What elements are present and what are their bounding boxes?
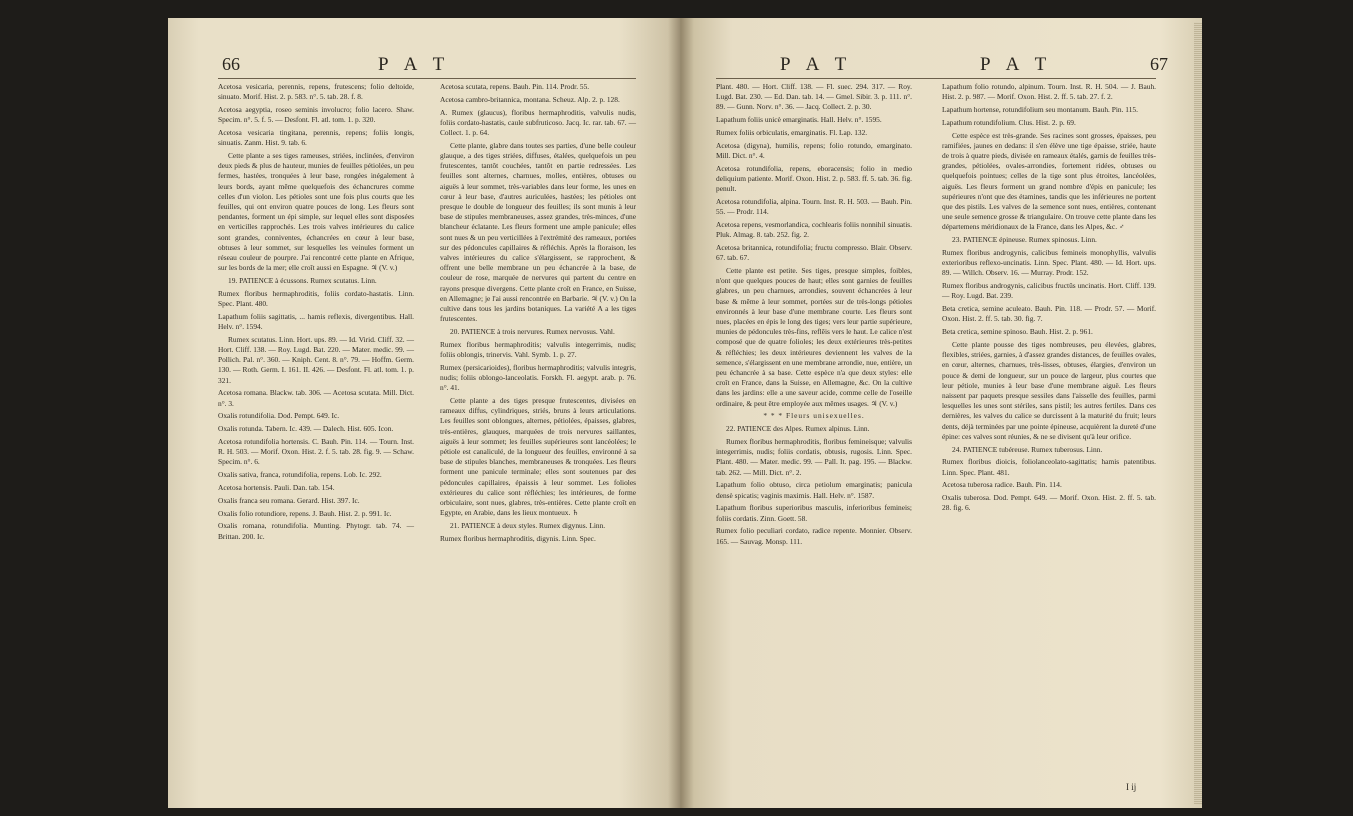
page-edges xyxy=(1194,22,1202,804)
text-paragraph: Rumex floribus hermaphroditis; valvulis integerrimis, nudis; foliis oblongis, trinervis. Vahl. Symb. 1. p. 27. xyxy=(440,339,636,360)
text-paragraph: Oxalis rotundifolia. Dod. Pempt. 649. Ic. xyxy=(218,411,340,421)
text-paragraph: Oxalis sativa, franca, rotundifolia, repens. Lob. Ic. 292. xyxy=(218,470,382,480)
text-paragraph: Lapathum hortense, rotundifolium seu montanum. Bauh. Pin. 115. xyxy=(942,105,1138,114)
text-paragraph: Cette plante, glabre dans toutes ses parties, d'une belle couleur glauque, a des tiges striées, diffuses, étalées, quelquefois un peu frutescentes, tantôt couchées, tantôt en partie redressées. Les feuilles sont alternes, charnues, molles, entières, obtuses ou aiguës à leur sommet, très-variables dans leur forme, les unes en cœur à leur base, d'autres auriculées, hastées; les pétioles ont presque le double de longueur des feuilles; ils sont munis à leur base de stipules membraneuses, assez grandes, très-minces, d'une blancheur éclatante. Les fleurs forment une ample panicule; elles sont nues & un peu verticillées à l'extrémité des rameaux, portées sur des pédoncules capillaires & réfléchis. Après la floraison, les valves intérieures du calice s'élargissent, se rapprochent, & offrent une belle membrane un peu échancrée à la base, de couleur de rose, marquée de nervures qui partent du centre en rayons presque divergens. Cette plante croît en France, en Suisse, en Allemagne; je l'ai aussi rencontrée en Barbarie. ♃ (V. v.) On la cultive dans tous les jardins botaniques. La variété A a les tiges frutescentes. xyxy=(440,140,636,324)
text-paragraph: A. Rumex (glaucus), floribus hermaphroditis, valvulis nudis, foliis cordato-hastatis, caule subfruticoso. Jacq. Ic. rar. tab. 67. — Collect. 1. p. 64. xyxy=(440,107,636,137)
book-gutter xyxy=(668,18,694,808)
text-paragraph: Cette plante a ses tiges rameuses, striées, inclinées, d'environ deux pieds & plus de hauteur, munies de feuilles pétiolées, un peu fermes, hastées, tronquées à leur base, rongées inégalement à leurs bords, ayant même quelquefois des échancrures comme celles d'un violon. Les pétioles sont une fois plus courts que les feuilles, qui ont environ quatre pouces de long. Les fleurs sont pendantes, forment un épi simple, sur lequel elles sont disposées en verticilles rapprochés. Les trois valves intérieures du calice sont grandes, conniventes, échancrées en cœur à leur base, obtuses à leur sommet, sur lesquelles les veinules forment un réseau couleur de pourpre. J'ai rencontré cette plante en Afrique, sur les bords de la mer; elle croît aussi en Espagne. ♃ (V. v.) xyxy=(218,151,414,273)
text-paragraph: Acetosa britannica, rotundifolia; fructu compresso. Blair. Observ. 67. tab. 67. xyxy=(716,243,912,263)
text-paragraph: 21. PATIENCE à deux styles. Rumex digynus. Linn. xyxy=(450,521,606,531)
text-paragraph: Cette plante pousse des tiges nombreuses, peu élevées, glabres, flexibles, striées, garnies, à d'assez grandes distances, de feuilles ovales, en cœur, alternes, charnues, très-lisses, obtuses, élargies, d'environ un pouce & demi de longueur, sur un pouce de largeur, plus courtes que leur pétiole, munies à leur base d'une membrane aiguë. Les fleurs naissent par paquets presque sessiles dans l'aisselle des feuilles, parmi lesquelles les unes sont stériles, sans pistil; les autres fertiles. Dans ces dernières, les valves du calice se durcissent à la maturité du fruit; leurs dents, déjà terminées par une pointe épineuse, acquièrent la dureté d'une épine: ces valves sont réunies, & ne se divisent qu'à leur orifice. xyxy=(942,340,1156,441)
running-head: P A T xyxy=(780,54,853,75)
text-paragraph: Rumex floribus androgynis, calicibus fructûs uncinatis. Hort. Cliff. 139. — Roy. Lugd. Bat. 239. xyxy=(942,281,1156,301)
text-paragraph: * * * Fleurs unisexuelles. xyxy=(763,411,865,421)
text-paragraph: 20. PATIENCE à trois nervures. Rumex nervosus. Vahl. xyxy=(450,327,615,337)
text-paragraph: Rumex floribus dioicis, foliolanceolato-sagittatis; hamis patentibus. Linn. Spec. Plant. 481. xyxy=(942,457,1156,477)
text-paragraph: Acetosa vesicaria, perennis, repens, frutescens; folio deltoide, sinuato. Morif. Hist. 2. p. 583. n°. 5. tab. 28. f. 8. xyxy=(218,82,414,102)
text-paragraph: Acetosa tuberosa radice. Bauh. Pin. 114. xyxy=(942,480,1062,490)
text-paragraph: Plant. 480. — Hort. Cliff. 138. — Fl. suec. 294. 317. — Roy. Lugd. Bat. 230. — Ed. Dan. tab. 14. — Gmel. Sibir. 3. p. 111. n°. 89. — Gunn. Norv. n°. 36. — Jacq. Collect. 2. p. 30. xyxy=(716,82,912,112)
text-paragraph: Oxalis tuberosa. Dod. Pempt. 649. — Morif. Oxon. Hist. 2. ff. 5. tab. 28. fig. 6. xyxy=(942,493,1156,513)
text-paragraph: Rumex (persicarioides), floribus hermaphroditis; valvulis integris, nudis; foliis oblongo-lanceolatis. Forskh. Fl. aegypt. arab. p. 76. n°. 41. xyxy=(440,362,636,393)
text-paragraph: Cette espèce est très-grande. Ses racines sont grosses, épaisses, peu ramifiées, jaunes en dedans: il s'en élève une tige épaisse, striée, haute de trois à quatre pieds, divisée en rameaux étalés, garnis de feuilles très-grandes, pétiolées, ovales-arrondies, fortement ridées, obtuses ou quelquefois pointues; celles de la tige sont plus étroites, lancéolées, aiguës. Les fleurs forment un grand nombre d'épis en panicule; les supérieures n'ont que des étamines, tandis que les inférieures ne portent que des pistils. Les valves de la semence sont nues, entières, contenant une seule semence grosse & triangulaire. On trouve cette plante dans les départemens méridionaux de la France, dans les Alpes, &c. ♂ xyxy=(942,130,1156,232)
text-paragraph: Acetosa repens, vesmorlandica, cochlearis foliis nonnihil sinuatis. Pluk. Almag. 8. tab. 252. fig. 2. xyxy=(716,220,912,240)
text-paragraph: Rumex foliis orbiculatis, emarginatis. Fl. Lap. 132. xyxy=(716,128,868,137)
text-paragraph: Acetosa rotundifolia, alpina. Tourn. Inst. R. H. 503. — Bauh. Pin. 55. — Prodr. 114. xyxy=(716,197,912,217)
text-paragraph: Lapathum foliis sagittatis, ... hamis reflexis, divergentibus. Hall. Helv. n°. 1594. xyxy=(218,311,414,332)
open-book xyxy=(168,18,1202,808)
text-paragraph: Rumex folio peculiari cordato, radice repente. Monnier. Observ. 165. — Sauvag. Monsp. 111. xyxy=(716,526,912,546)
text-paragraph: 24. PATIENCE tubéreuse. Rumex tuberosus. Linn. xyxy=(952,444,1103,454)
left-page xyxy=(168,18,680,808)
running-head-repeat: P A T xyxy=(980,54,1053,75)
text-paragraph: Acetosa vesicaria tingitana, perennis, repens; foliis longis, sinuatis. Zanm. Hist. 9. tab. 6. xyxy=(218,128,414,148)
header-rule xyxy=(218,78,636,79)
text-column-right-b xyxy=(942,82,1156,516)
text-column-left-a xyxy=(218,82,414,544)
text-paragraph: Acetosa scutata, repens. Bauh. Pin. 114. Prodr. 55. xyxy=(440,82,590,91)
text-paragraph: Lapathum rotundifolium. Clus. Hist. 2. p. 69. xyxy=(942,117,1076,127)
text-paragraph: Lapathum folio rotundo, alpinum. Tourn. Inst. R. H. 504. — J. Bauh. Hist. 2. p. 987. — Morif. Oxon. Hist. 2. ff. 5. tab. 27. f. 2. xyxy=(942,82,1156,102)
text-column-left-b xyxy=(440,82,636,547)
running-head: P A T xyxy=(378,54,451,75)
text-paragraph: Cette plante a des tiges presque frutescentes, divisées en rameaux diffus, cylindriques, striés, bruns à leurs articulations. Les feuilles sont oblongues, alternes, pétiolées, épaisses, glabres, très-entières, glauques, marquées de trois nervures saillantes, aiguës à leur sommet; les feuilles supérieures sont lancéolées; le pétiole est canaliculé, de la longueur des feuilles, environné à sa base de stipules blanches, membraneuses & tronquées. Les fleurs forment une panicule terminale; elles sont soutenues par des pédoncules capillaires, épaissis à leur sommet. Les folioles extérieures du calice sont réfléchies; les intérieures, de forme orbiculaire, sont nues, glabres, très-entières. Cette plante croît en Egypte, en Arabie, dans les lieux montueux. ♄ xyxy=(440,396,636,518)
text-paragraph: Rumex scutatus. Linn. Hort. ups. 89. — Id. Virid. Cliff. 32. — Hort. Cliff. 138. — Roy. Lugd. Bat. 220. — Mater. medic. 99. — Pollich. Pal. n°. 360. — Kniph. Cent. 8. n°. 79. — Hoffm. Germ. 130. — Roth. Germ. I. 161. II. 426. — Desfont. Fl. atl. tom. 1. p. 321. xyxy=(218,334,414,385)
text-paragraph: Beta cretica, semine spinoso. Bauh. Hist. 2. p. 961. xyxy=(942,327,1093,337)
text-paragraph: Rumex floribus hermaphroditis, floribus femineisque; valvulis integerrimis, nudis; foliis cordatis, obtusis, rugosis. Linn. Spec. Plant. 480. — Mater. medic. 99. — Pall. It. pag. 195. — Blackw. tab. 262. — Mill. Dict. n°. 2. xyxy=(716,437,912,477)
text-paragraph: Rumex floribus androgynis, calicibus femineis monophyllis, valvulis exterioribus reflexo-uncinatis. Linn. Spec. Plant. 480. — Id. Hort. ups. 89. — Willch. Observ. 16. — Murray. Prodr. 152. xyxy=(942,248,1156,278)
text-paragraph: Oxalis folio rotundiore, repens. J. Bauh. Hist. 2. p. 991. Ic. xyxy=(218,508,392,518)
text-paragraph: Oxalis romana, rotundifolia. Munting. Phytogr. tab. 74. — Brittan. 200. Ic. xyxy=(218,521,414,541)
text-paragraph: Rumex floribus hermaphroditis, digynis. Linn. Spec. xyxy=(440,533,596,543)
text-paragraph: Beta cretica, semine aculeato. Bauh. Pin. 118. — Prodr. 57. — Morif. Oxon. Hist. 2. ff. 5. tab. 30. fig. 7. xyxy=(942,304,1156,324)
text-paragraph: Acetosa rotundifolia, repens, eboracensis; folio in medio deliquium patiente. Morif. Oxon. Hist. 2. p. 583. ff. 5. tab. 36. fig. penult. xyxy=(716,163,912,194)
text-paragraph: Acetosa romana. Blackw. tab. 306. — Acetosa scutata. Mill. Dict. n°. 3. xyxy=(218,388,414,408)
text-paragraph: Oxalis rotunda. Tabern. Ic. 439. — Dalech. Hist. 605. Icon. xyxy=(218,424,394,434)
text-paragraph: Lapathum folio obtuso, circa petiolum emarginatis; panicula densè spicatis; vaginis maximis. Hall. Helv. n°. 1587. xyxy=(716,480,912,500)
text-paragraph: 22. PATIENCE des Alpes. Rumex alpinus. Linn. xyxy=(726,424,870,434)
text-paragraph: Lapathum floribus superioribus masculis, inferioribus femineis; foliis cordatis. Zinn. Goett. 58. xyxy=(716,503,912,523)
header-rule xyxy=(716,78,1156,79)
text-paragraph: Lapathum foliis unicè emarginatis. Hall. Helv. n°. 1595. xyxy=(716,115,882,125)
page-number: 66 xyxy=(222,54,240,74)
text-paragraph: Acetosa rotundifolia hortensis. C. Bauh. Pin. 114. — Tourn. Inst. R. H. 503. — Morif. Oxon. Hist. 2. f. 5. tab. 28. fig. 9. — Schaw. Specim. n°. 6. xyxy=(218,437,414,467)
text-paragraph: Acetosa cambro-britannica, montana. Scheuz. Alp. 2. p. 128. xyxy=(440,94,620,104)
text-paragraph: 23. PATIENCE épineuse. Rumex spinosus. Linn. xyxy=(952,235,1097,245)
text-paragraph: Acetosa aegyptia, roseo seminis involucro; folio lacero. Shaw. Specim. n°. 5. f. 5. — Desfont. Fl. atl. tom. 1. p. 320. xyxy=(218,105,414,125)
text-paragraph: Acetosa hortensis. Pauli. Dan. tab. 154. xyxy=(218,483,335,493)
page-number: 67 xyxy=(1150,54,1168,74)
text-column-right-a xyxy=(716,82,912,549)
signature-mark: I ij xyxy=(1126,782,1137,792)
text-paragraph: Oxalis franca seu romana. Gerard. Hist. 397. Ic. xyxy=(218,495,360,505)
text-paragraph: Rumex floribus hermaphroditis, foliis cordato-hastatis. Linn. Spec. Plant. 480. xyxy=(218,288,414,309)
text-paragraph: Acetosa (digyna), humilis, repens; folio rotundo, emarginato. Mill. Dict. n°. 4. xyxy=(716,140,912,160)
text-paragraph: 19. PATIENCE à écussons. Rumex scutatus. Linn. xyxy=(228,276,377,286)
text-paragraph: Cette plante est petite. Ses tiges, presque simples, foibles, n'ont que quelques pouces de haut; elles sont garnies de feuilles glabres, un peu charnues, arrondies, souvent échancrées à leur base & même à leur sommet, portées sur de très-longs pétioles environnés à leur base d'une membrane courte. Les fleurs sont nues, placées en épis le long des tiges; vers leur partie supérieure, munies de pédoncules très-fins, reflêis vers le haut. Le calice n'est composé que de quatre folioles; les deux extérieures très-petites & réfléchies; les deux intérieures deviennent les valves de la semence, s'élargissent en une membrane arrondie, nue, entière, un peu échancrée à sa base. Cette espèce n'a que deux styles: elle croît en France, dans la Suisse, en Allemagne, &c. On la cultive dans les jardins: elle a une saveur acide, comme celle de l'oseille ordinaire, & peut être employée aux mêmes usages. ♃ (V. v.) xyxy=(716,266,912,408)
right-page xyxy=(680,18,1202,808)
